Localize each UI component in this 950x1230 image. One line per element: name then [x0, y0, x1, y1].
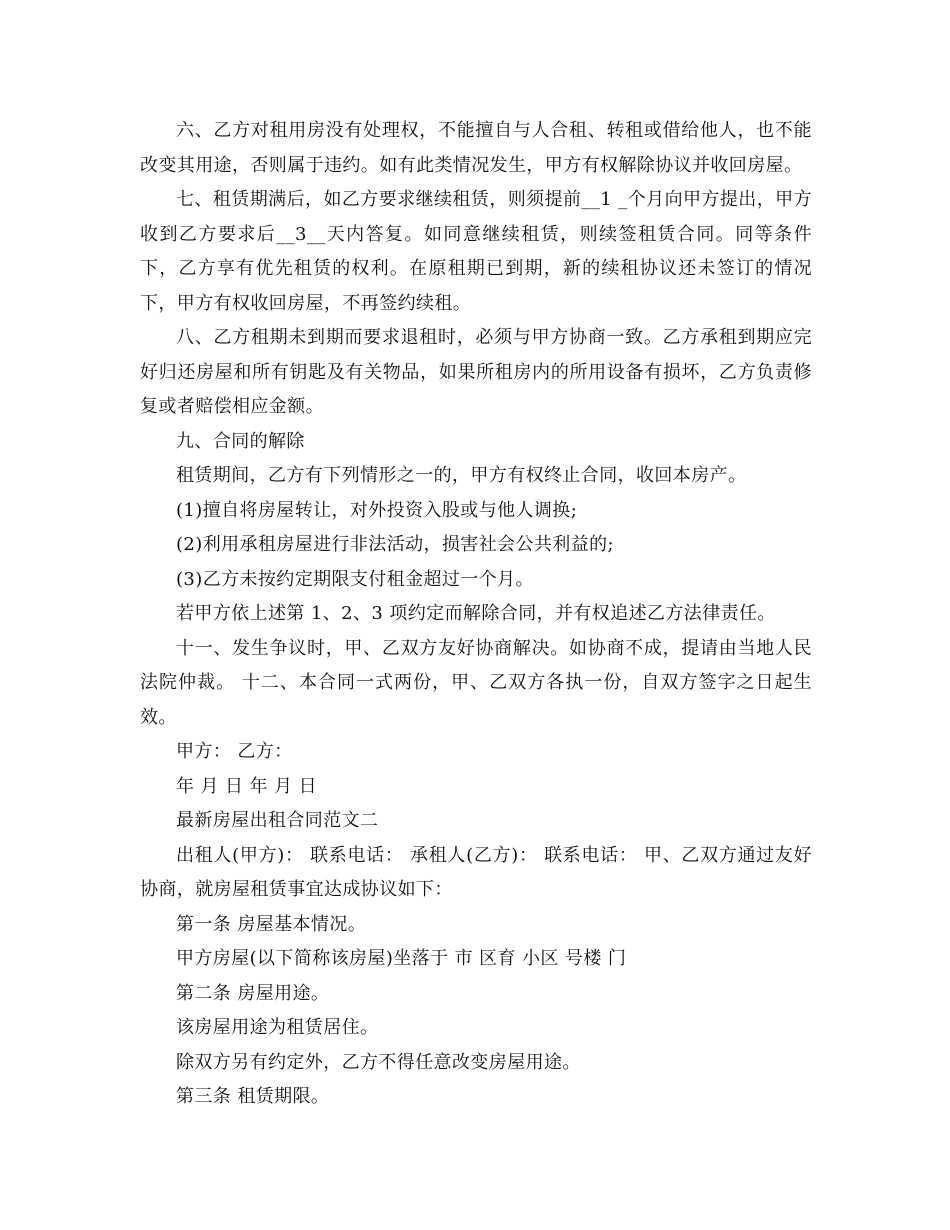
- parties-info-paragraph: 出租人(甲方)： 联系电话： 承租人(乙方)： 联系电话： 甲、乙双方通过友好协商，就房屋租赁事宜达成协议如下：: [140, 844, 812, 900]
- clause-nine-heading: 九、合同的解除: [176, 430, 305, 452]
- signature-date-line: 年 月 日 年 月 日: [176, 775, 318, 797]
- clause-eight-paragraph: 八、乙方租期未到期而要求退租时，必须与甲方协商一致。乙方承租到期应完好归还房屋和所有钥匙及有关物品，如果所租房内的所用设备有损坏，乙方负责修复或者赔偿相应金额。: [140, 327, 812, 417]
- termination-intro-paragraph: 租赁期间，乙方有下列情形之一的，甲方有权终止合同，收回本房产。: [176, 465, 747, 486]
- property-use-paragraph: 该房屋用途为租赁居住。: [176, 1017, 379, 1038]
- termination-item-1: (1)擅自将房屋转让，对外投资入股或与他人调换;: [176, 499, 578, 521]
- termination-item-3: (3)乙方未按约定期限支付租金超过一个月。: [176, 568, 534, 590]
- termination-liability-paragraph: 若甲方依上述第 1、2、3 项约定而解除合同，并有权追述乙方法律责任。: [176, 603, 776, 624]
- termination-item-2: (2)利用承租房屋进行非法活动，损害社会公共利益的;: [176, 534, 614, 555]
- document-page: [140, 114, 812, 1115]
- clause-seven-paragraph: 七、租赁期满后，如乙方要求继续租赁，则须提前__1 _个月向甲方提出，甲方收到乙方要求后__3__天内答复。如同意继续租赁，则续签租赁合同。同等条件下，乙方享有优先租赁的权利。在原租期已到期，新的续租协议还未签订的情况下，甲方有权收回房屋，不再签约续租。: [140, 189, 812, 314]
- signature-parties-line: 甲方： 乙方：: [176, 741, 293, 762]
- clause-six-paragraph: 六、乙方对租用房没有处理权，不能擅自与人合租、转租或借给他人，也不能改变其用途，否则属于违约。如有此类情况发生，甲方有权解除协议并收回房屋。: [140, 120, 812, 176]
- article-two-heading: 第二条 房屋用途。: [176, 982, 330, 1004]
- article-three-heading: 第三条 租赁期限。: [176, 1086, 330, 1107]
- article-one-heading: 第一条 房屋基本情况。: [176, 913, 367, 935]
- clause-eleven-twelve-paragraph: 十一、发生争议时，甲、乙双方友好协商解决。如协商不成，提请由当地人民法院仲裁。 十二、本合同一式两份，甲、乙双方各执一份，自双方签字之日起生效。: [140, 637, 812, 728]
- use-change-restriction-paragraph: 除双方另有约定外，乙方不得任意改变房屋用途。: [176, 1051, 581, 1073]
- property-location-paragraph: 甲方房屋(以下简称该房屋)坐落于 市 区育 小区 号楼 门: [176, 948, 627, 969]
- second-contract-title: 最新房屋出租合同范文二: [176, 810, 379, 831]
